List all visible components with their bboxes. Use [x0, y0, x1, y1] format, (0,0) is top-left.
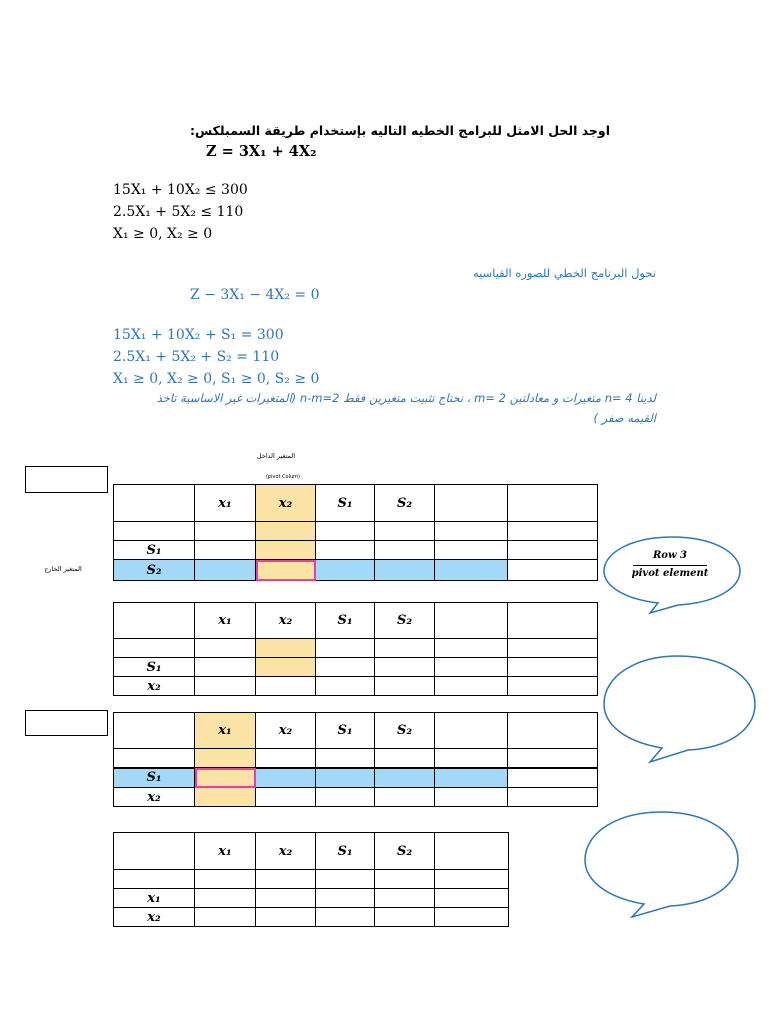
row-label: x₂	[114, 677, 195, 696]
answer-box-2[interactable]	[25, 710, 108, 736]
answer-box-1[interactable]	[25, 466, 108, 493]
simplex-table-3	[113, 712, 598, 807]
standard-objective: Z − 3X₁ − 4X₂ = 0	[190, 287, 320, 303]
pivot-column-label: (pivot Colum)	[265, 474, 300, 480]
table-cell	[508, 485, 598, 522]
table-row	[114, 541, 598, 560]
standard-constraint-1: 15X₁ + 10X₂ + S₁ = 300	[113, 327, 284, 343]
constraint-nonneg: X₁ ≥ 0, X₂ ≥ 0	[113, 226, 213, 242]
header-s2: S₂	[375, 485, 435, 522]
entering-variable-label: المتغير الداخل	[256, 452, 296, 460]
constraint-2: 2.5X₁ + 5X₂ ≤ 110	[113, 204, 244, 220]
table-cell	[114, 485, 195, 522]
row-label: x₂	[114, 908, 195, 927]
row-label	[114, 870, 195, 889]
pivot-row	[114, 768, 598, 788]
table-header-row	[114, 713, 598, 749]
row-label: x₂	[114, 788, 195, 807]
table-row	[114, 658, 598, 677]
speech-bubble-2[interactable]	[600, 654, 760, 764]
table-header-row	[114, 833, 509, 870]
pivot-row	[114, 560, 598, 581]
standard-constraint-2: 2.5X₁ + 5X₂ + S₂ = 110	[113, 349, 280, 365]
constraint-1: 15X₁ + 10X₂ ≤ 300	[113, 182, 248, 198]
problem-title: اوجد الحل الامثل للبرامج الخطيه التاليه بإستخدام طريقة السمبلكس:	[189, 123, 610, 138]
bubble-1-denominator: pivot element	[631, 568, 709, 579]
header-s1: S₁	[316, 713, 375, 749]
row-label: S₁	[114, 768, 195, 788]
header-x1: x₁	[195, 485, 256, 522]
simplex-table-1	[113, 484, 598, 581]
header-s1: S₁	[316, 485, 375, 522]
table-header-row	[114, 603, 598, 639]
pivot-element-cell[interactable]	[256, 560, 316, 581]
header-x2: x₂	[256, 485, 316, 522]
row-label	[114, 749, 195, 768]
header-s2: S₂	[375, 603, 435, 639]
header-x2: x₂	[256, 833, 316, 870]
table-row	[114, 522, 598, 541]
header-x1: x₁	[195, 833, 256, 870]
table-row	[114, 908, 509, 927]
header-s1: S₁	[316, 603, 375, 639]
leaving-variable-label: المتغير الخارج	[44, 565, 82, 573]
fraction-bar	[633, 565, 707, 566]
table-row	[114, 870, 509, 889]
bubble-1-numerator: Row 3	[652, 550, 688, 561]
header-x1: x₁	[195, 713, 256, 749]
header-s1: S₁	[316, 833, 375, 870]
table-row	[114, 677, 598, 696]
header-x2: x₂	[256, 713, 316, 749]
header-s2: S₂	[375, 713, 435, 749]
row-label	[114, 522, 195, 541]
simplex-table-2	[113, 602, 598, 696]
table-cell	[435, 485, 508, 522]
note-line-2: القيمه صفر )	[593, 411, 656, 425]
row-label: x₁	[114, 889, 195, 908]
note-line-1: لدينا n= 4 متغيرات و معادلتين m= 2 ، نحتاج تثبيت متغيرين فقط n-m=2 (المتغيرات غير الاساسية تاخذ	[156, 391, 656, 405]
header-x1: x₁	[195, 603, 256, 639]
header-x2: x₂	[256, 603, 316, 639]
row-label	[114, 639, 195, 658]
table-row	[114, 639, 598, 658]
pivot-element-cell[interactable]	[195, 768, 256, 788]
row-label: S₂	[114, 560, 195, 581]
table-row	[114, 749, 598, 768]
row-label: S₁	[114, 658, 195, 677]
header-s2: S₂	[375, 833, 435, 870]
speech-bubble-3[interactable]	[582, 810, 742, 920]
row-label: S₁	[114, 541, 195, 560]
standard-constraint-nonneg: X₁ ≥ 0, X₂ ≥ 0, S₁ ≥ 0, S₂ ≥ 0	[113, 371, 320, 387]
table-row	[114, 788, 598, 807]
table-header-row	[114, 485, 598, 522]
objective-function: Z = 3X₁ + 4X₂	[206, 143, 317, 160]
simplex-table-4	[113, 832, 509, 927]
table-row	[114, 889, 509, 908]
standard-form-heading: نحول البرنامج الخطي للصوره القياسيه	[472, 266, 656, 280]
